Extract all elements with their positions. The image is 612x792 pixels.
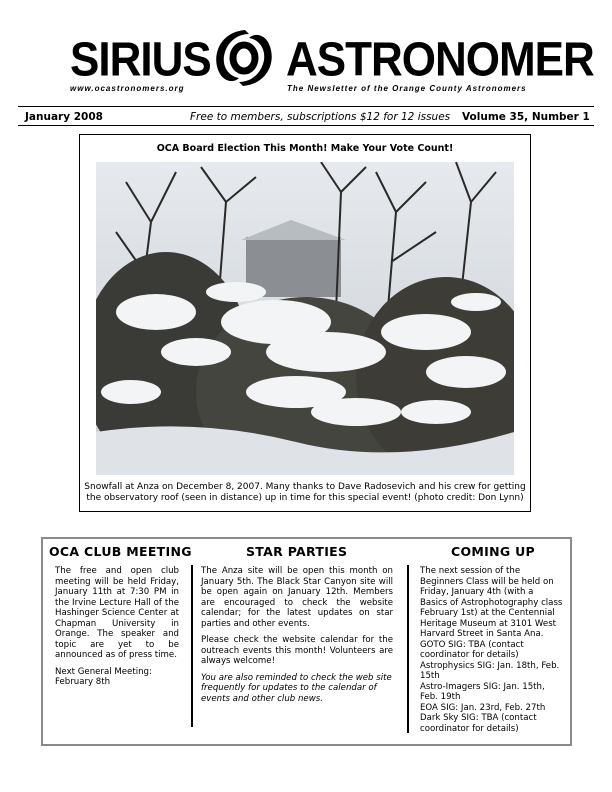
photo-caption-line-2: the observatory roof (seen in distance) up in time for this special event! (photo credit: Don Lynn) <box>86 493 524 503</box>
club-meeting-title: OCA CLUB MEETING <box>49 544 192 559</box>
website-reminder: You are also reminded to check the web site frequently for updates to the calendar of events and other club news. <box>201 672 392 704</box>
sig-item-dark-sky: Dark Sky SIG: TBA (contact coordinator for details) <box>420 713 537 734</box>
column-divider-1 <box>191 565 193 727</box>
photo-caption <box>80 482 530 504</box>
subscription-info: Free to members, subscriptions $12 for 12 issues <box>190 111 451 123</box>
sig-item-astrophysics: Astrophysics SIG: Jan. 18th, Feb. 15th <box>420 660 560 681</box>
masthead-tagline: The Newsletter of the Orange County Astronomers <box>287 84 527 93</box>
website-url: www.ocastronomers.org <box>70 84 185 93</box>
coming-up-title: COMING UP <box>451 544 535 559</box>
feature-box <box>79 134 531 512</box>
sig-item-astro-imagers: Astro-Imagers SIG: Jan. 15th, Feb. 19th <box>420 681 545 702</box>
masthead-rule-top <box>18 106 594 107</box>
info-columns-box <box>41 537 572 746</box>
club-meeting-body <box>55 566 179 694</box>
next-meeting-date: Next General Meeting: February 8th <box>55 666 152 687</box>
sig-item-eoa: EOA SIG: Jan. 23rd, Feb. 27th <box>420 702 546 713</box>
masthead-rule-bottom <box>18 125 594 126</box>
coming-up-body <box>420 566 563 734</box>
photo-caption-line-1: Snowfall at Anza on December 8, 2007. Many thanks to Dave Radosevich and his crew for getting <box>84 482 526 492</box>
issue-volume: Volume 35, Number 1 <box>462 111 590 123</box>
issue-date: January 2008 <box>25 111 103 123</box>
feature-headline: OCA Board Election This Month! Make Your Vote Count! <box>156 143 454 154</box>
masthead-title-right: ASTRONOMER <box>286 32 594 87</box>
oca-logo <box>205 26 283 90</box>
snowfall-photo <box>96 162 514 475</box>
outreach-note: Please check the website calendar for the outreach events this month! Volunteers are always welcome! <box>201 635 393 666</box>
beginners-class-info: The next session of the Beginners Class will be held on Friday, January 4th (with a Basics of Astrophotography class February 1st) at the Centennial Heritage Museum at 3101 West Harvard Street in Santa Ana. <box>420 566 563 639</box>
club-meeting-details: The free and open club meeting will be held Friday, January 11th at 7:30 PM in the Irvine Lecture Hall of the Hashinger Science Center at Chapman University in Orange. The speaker and topic are yet to be announced as of press time. <box>55 566 179 660</box>
star-parties-schedule: The Anza site will be open this month on January 5th. The Black Star Canyon site will be open again on January 12th. Members are encouraged to check the website calendar; for the latest updates on star parties and other events. <box>201 566 393 629</box>
snowfall-photo-illustration <box>96 162 514 475</box>
column-divider-2 <box>407 565 409 733</box>
star-parties-title: STAR PARTIES <box>246 544 348 559</box>
sig-item-goto: GOTO SIG: TBA (contact coordinator for details) <box>420 639 524 660</box>
star-parties-body <box>201 566 393 710</box>
masthead-title-left: SIRIUS <box>70 32 211 87</box>
